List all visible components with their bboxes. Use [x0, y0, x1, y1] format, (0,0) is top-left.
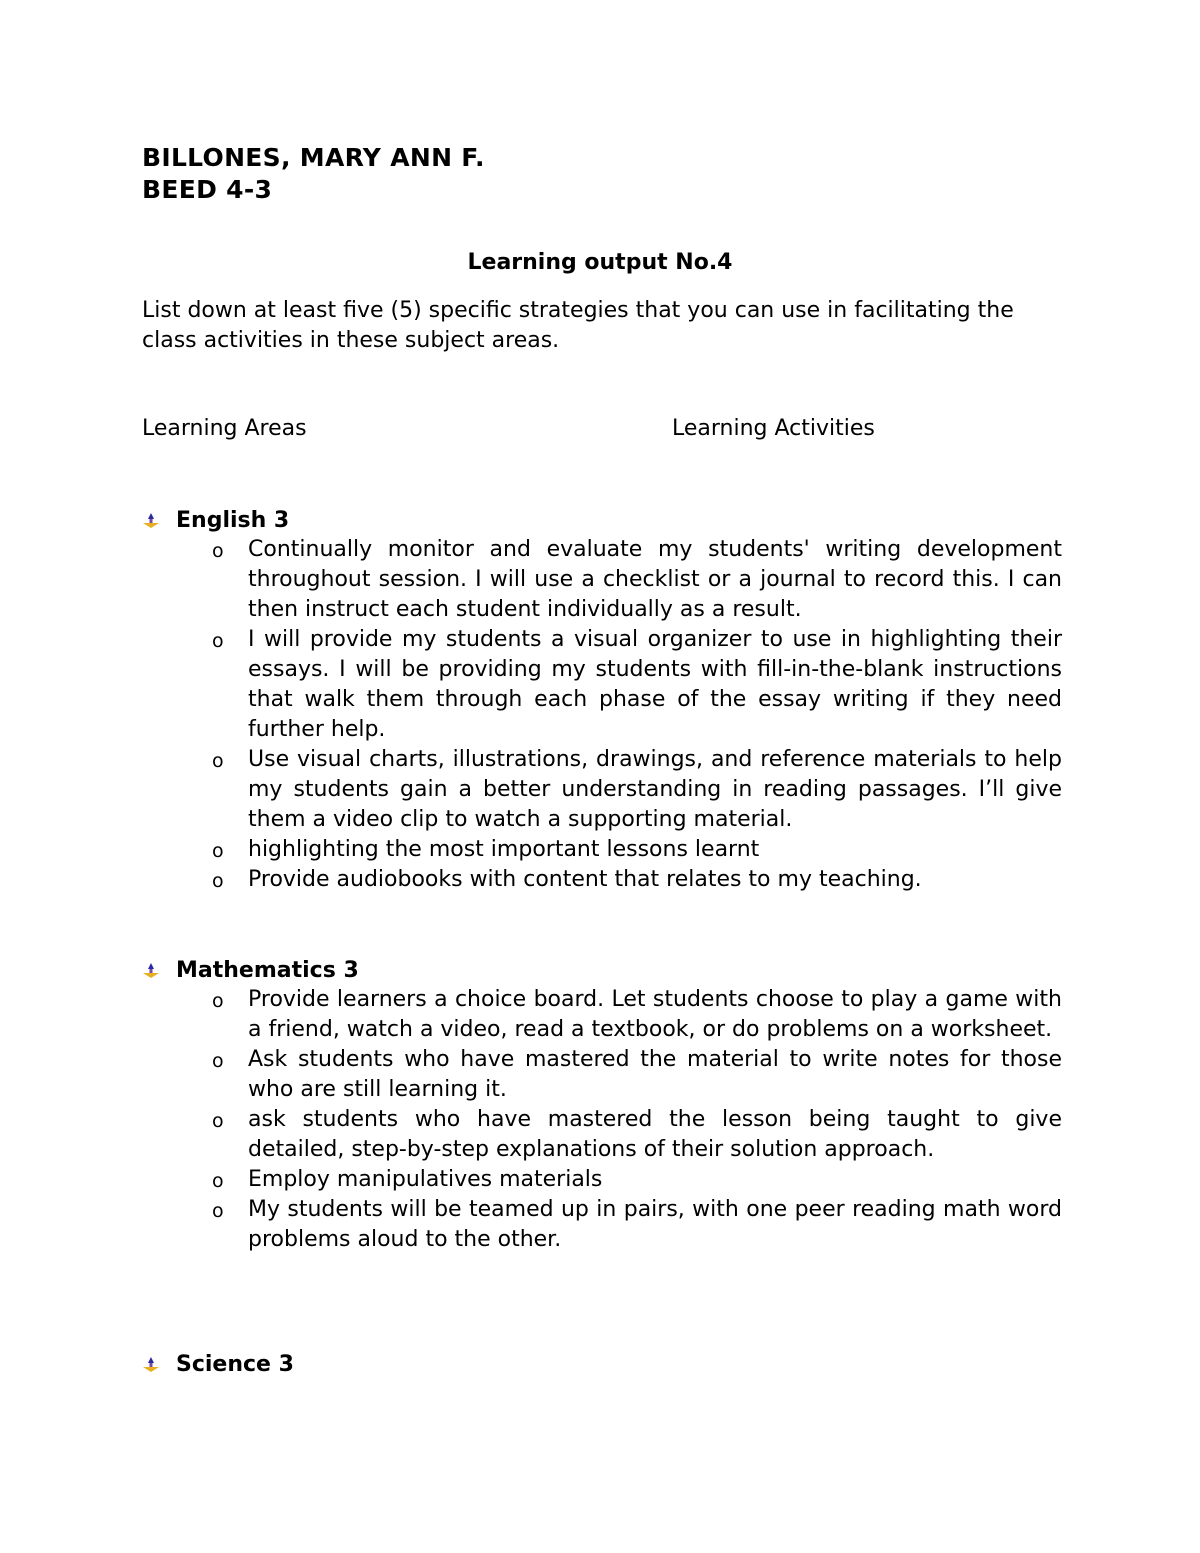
- column-header-learning-activities: Learning Activities: [672, 416, 875, 441]
- item-list: [142, 985, 1062, 1255]
- list-item: o highlighting the most important lessons learnt: [142, 835, 1062, 865]
- section-heading: [142, 505, 1062, 535]
- instructions-text: List down at least five (5) specific strategies that you can use in facilitating the class activities in these subject areas.: [142, 298, 1014, 353]
- student-name: BILLONES, MARY ANN F.: [142, 143, 485, 172]
- section-mathematics: [142, 955, 1062, 1255]
- list-item: o Provide learners a choice board. Let students choose to play a game with a friend, watch a video, read a textbook, or do problems on a worksheet.: [212, 987, 1062, 1042]
- section-title: Mathematics 3: [176, 957, 359, 983]
- section-science: [142, 1349, 1062, 1379]
- arrow-bullet-icon: [142, 1355, 160, 1373]
- hollow-bullet-icon: o: [212, 1170, 224, 1192]
- arrow-bullet-icon: [142, 511, 160, 529]
- arrow-bullet-icon: [142, 961, 160, 979]
- list-item: o I will provide my students a visual organizer to use in highlighting their essays. I will be providing my students with fill-in-the-blank instructions that walk them through each phase of the essay writing if they need further help.: [212, 627, 1062, 742]
- section-title: Science 3: [176, 1351, 294, 1377]
- list-item: o My students will be teamed up in pairs, with one peer reading math word problems aloud to the other.: [212, 1197, 1062, 1252]
- hollow-bullet-icon: o: [212, 990, 224, 1012]
- column-header-learning-areas: Learning Areas: [142, 416, 307, 441]
- hollow-bullet-icon: o: [212, 1050, 224, 1072]
- list-item: o ask students who have mastered the lesson being taught to give detailed, step-by-step explanations of their solution approach.: [212, 1107, 1062, 1162]
- item-list: [142, 535, 1062, 895]
- student-course: BEED 4-3: [142, 175, 273, 204]
- section-heading: [142, 955, 1062, 985]
- hollow-bullet-icon: o: [212, 1110, 224, 1132]
- section-heading: [142, 1349, 1062, 1379]
- hollow-bullet-icon: o: [212, 750, 224, 772]
- list-item: o Employ manipulatives materials: [142, 1165, 1062, 1195]
- document-title: Learning output No.4: [467, 250, 733, 275]
- list-item: o Provide audiobooks with content that relates to my teaching.: [142, 865, 1062, 895]
- hollow-bullet-icon: o: [212, 870, 224, 892]
- list-item: o Continually monitor and evaluate my students' writing development throughout session. I will use a checklist or a journal to record this. I can then instruct each student individually as a result.: [212, 537, 1062, 622]
- list-item: o Use visual charts, illustrations, drawings, and reference materials to help my students gain a better understanding in reading passages. I’ll give them a video clip to watch a supporting material.: [212, 747, 1062, 832]
- section-english: [142, 505, 1062, 895]
- list-item: o Ask students who have mastered the material to write notes for those who are still learning it.: [212, 1047, 1062, 1102]
- hollow-bullet-icon: o: [212, 630, 224, 652]
- hollow-bullet-icon: o: [212, 540, 224, 562]
- hollow-bullet-icon: o: [212, 1200, 224, 1222]
- hollow-bullet-icon: o: [212, 840, 224, 862]
- section-title: English 3: [176, 507, 290, 533]
